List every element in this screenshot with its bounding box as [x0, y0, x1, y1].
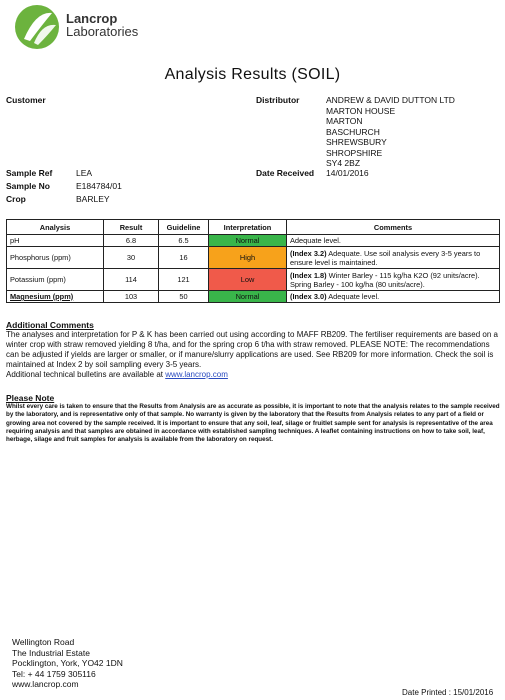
result-cell: 6.8	[104, 235, 159, 247]
analysis-cell: pH	[7, 235, 104, 247]
address-line: SHREWSBURY	[326, 137, 387, 147]
comment-index: (Index 3.2)	[290, 248, 327, 258]
interpretation-cell: Normal	[209, 235, 287, 247]
page-title: Analysis Results (SOIL)	[164, 66, 341, 83]
additional-comments-text: The analyses and interpretation for P & K has been carried out using according to MAFF RB209. The fertiliser requirements are based on a winter crop with straw removed yielding 8 t/ha, and for the spring crop 6 t/ha with straw removed. PLEASE NOTE: The recommendations can be adjusted if yields are larger or smaller, or if manure/slurry applications are used. See RB209 for more information. Check the soil is maintained at Index 2 by soil sampling every 3-5 years.	[6, 330, 498, 369]
please-note-heading: Please Note	[6, 393, 55, 403]
results-table	[6, 219, 500, 303]
please-note	[6, 393, 500, 444]
comment-index: (Index 3.0)	[290, 292, 327, 301]
customer-label: Customer	[6, 95, 46, 105]
address-line: SY4 2BZ	[326, 158, 361, 168]
result-cell: 30	[104, 247, 159, 269]
comment-cell	[287, 269, 500, 291]
interpretation-cell: High	[209, 247, 287, 269]
footer-line: Tel: + 44 1759 305116	[12, 668, 96, 679]
bulletin-line	[6, 370, 500, 380]
guideline-cell: 6.5	[159, 235, 209, 247]
distributor-address	[326, 95, 455, 169]
distributor-label: Distributor	[256, 95, 300, 105]
guideline-cell: 16	[159, 247, 209, 269]
address-line: MARTON HOUSE	[326, 105, 396, 116]
address-line: BASCHURCH	[326, 126, 380, 137]
table-row	[7, 269, 500, 291]
bulletin-text: Additional technical bulletins are available at	[6, 370, 166, 379]
sample-ref-label: Sample Ref	[6, 168, 53, 178]
additional-comments-heading: Additional Comments	[6, 320, 94, 330]
date-received-value: 14/01/2016	[326, 168, 369, 178]
comment-cell	[287, 235, 500, 247]
date-printed: Date Printed : 15/01/2016	[402, 688, 494, 697]
address-line: MARTON	[326, 116, 363, 126]
guideline-cell: 121	[159, 269, 209, 291]
sample-no-label: Sample No	[6, 181, 50, 191]
brand-line1: Lancrop	[66, 11, 118, 26]
guideline-cell: 50	[159, 291, 209, 303]
comment-cell	[287, 247, 500, 269]
column-header: Guideline	[159, 220, 209, 235]
brand-line2: Laboratories	[66, 24, 139, 39]
column-header: Interpretation	[209, 220, 287, 235]
comment-text: Adequate level.	[326, 292, 380, 301]
column-header: Analysis	[7, 220, 104, 235]
analysis-cell: Magnesium (ppm)	[7, 291, 104, 303]
crop-label: Crop	[6, 194, 26, 204]
table-row	[7, 291, 500, 303]
table-header-row	[7, 220, 500, 235]
comment-text: Adequate. Use soil analysis every 3-5 years to ensure level is maintained.	[290, 248, 481, 267]
lancrop-logo-icon	[12, 3, 62, 51]
table-row	[7, 247, 500, 269]
interpretation-cell: Low	[209, 269, 287, 291]
comment-index: (Index 1.8)	[290, 270, 327, 280]
brand-name	[66, 12, 138, 38]
additional-comments	[6, 320, 500, 380]
lab-address	[12, 637, 123, 690]
please-note-text: Whilst every care is taken to ensure that the Results from Analysis are as accurate as possible, it is important to note that the analysis relates to the sample received by the laboratory, and is representative only of that sample. No warranty is given by the laboratory that the Results from Analysis relates to any part of a field or growing area not covered by the sample received. It is important to ensure that any soil, leaf, silage or fruitlet sample sent for analysis is representative of the area requiring analysis and that samples are obtained in accordance with established sampling techniques. A leaflet containing instructions on how to take soil, leaf, herbage, silage and fruit samples for analysis is available from the laboratory on request.	[6, 403, 500, 444]
comment-text: Adequate level.	[290, 236, 341, 245]
analysis-cell: Potassium (ppm)	[7, 269, 104, 291]
footer-website: www.lancrop.com	[12, 679, 79, 689]
interpretation-cell: Normal	[209, 291, 287, 303]
result-cell: 103	[104, 291, 159, 303]
result-cell: 114	[104, 269, 159, 291]
address-line: ANDREW & DAVID DUTTON LTD	[326, 95, 455, 105]
comment-text: Winter Barley - 115 kg/ha K2O (92 units/acre). Spring Barley - 100 kg/ha (80 units/acre).	[290, 270, 480, 289]
crop-value: BARLEY	[76, 194, 110, 204]
footer-line: Wellington Road	[12, 637, 75, 647]
footer-line: The Industrial Estate	[12, 647, 90, 658]
analysis-cell: Phosphorus (ppm)	[7, 247, 104, 269]
column-header: Comments	[287, 220, 500, 235]
footer-line: Pocklington, York, YO42 1DN	[12, 658, 123, 668]
comment-cell	[287, 291, 500, 303]
sample-ref-value: LEA	[76, 168, 93, 178]
table-row	[7, 235, 500, 247]
lancrop-link[interactable]: www.lancrop.com	[165, 370, 228, 379]
date-received-label: Date Received	[256, 168, 315, 178]
column-header: Result	[104, 220, 159, 235]
sample-no-value: E184784/01	[76, 181, 122, 191]
address-line: SHROPSHIRE	[326, 147, 383, 158]
